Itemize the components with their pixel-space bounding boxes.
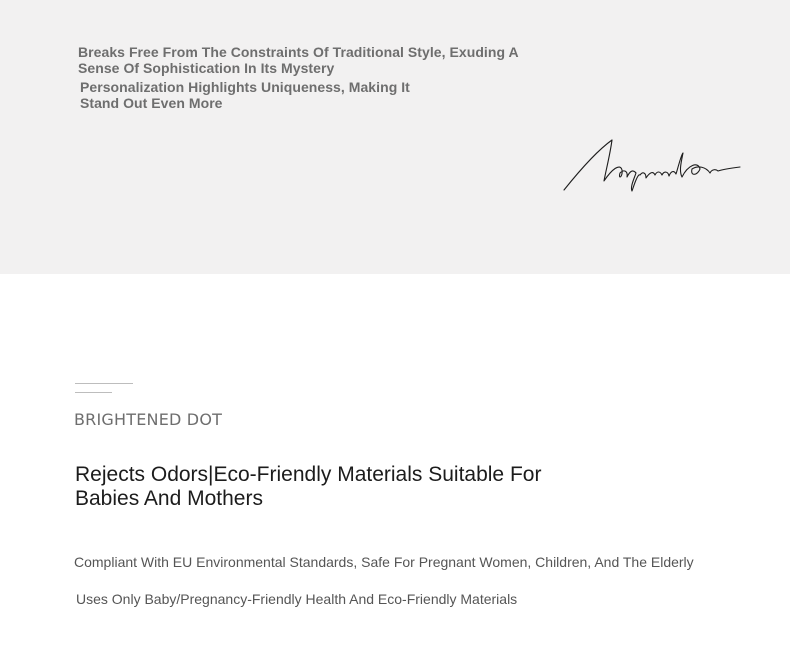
feature-headline: Rejects Odors|Eco-Friendly Materials Suitable For Babies And Mothers bbox=[75, 463, 542, 510]
section-divider-long bbox=[75, 383, 133, 384]
feature-point-1: Compliant With EU Environmental Standards, Safe For Pregnant Women, Children, And The Elderly bbox=[74, 554, 694, 570]
intro-text-2: Personalization Highlights Uniqueness, Making It Stand Out Even More bbox=[80, 79, 410, 111]
intro-banner bbox=[0, 0, 790, 274]
intro-text-1: Breaks Free From The Constraints Of Traditional Style, Exuding A Sense Of Sophistication In Its Mystery bbox=[78, 44, 519, 76]
feature-point-2: Uses Only Baby/Pregnancy-Friendly Health And Eco-Friendly Materials bbox=[76, 591, 518, 607]
signature bbox=[560, 135, 745, 195]
section-divider-short bbox=[75, 392, 112, 393]
section-label: BRIGHTENED DOT bbox=[74, 410, 223, 429]
